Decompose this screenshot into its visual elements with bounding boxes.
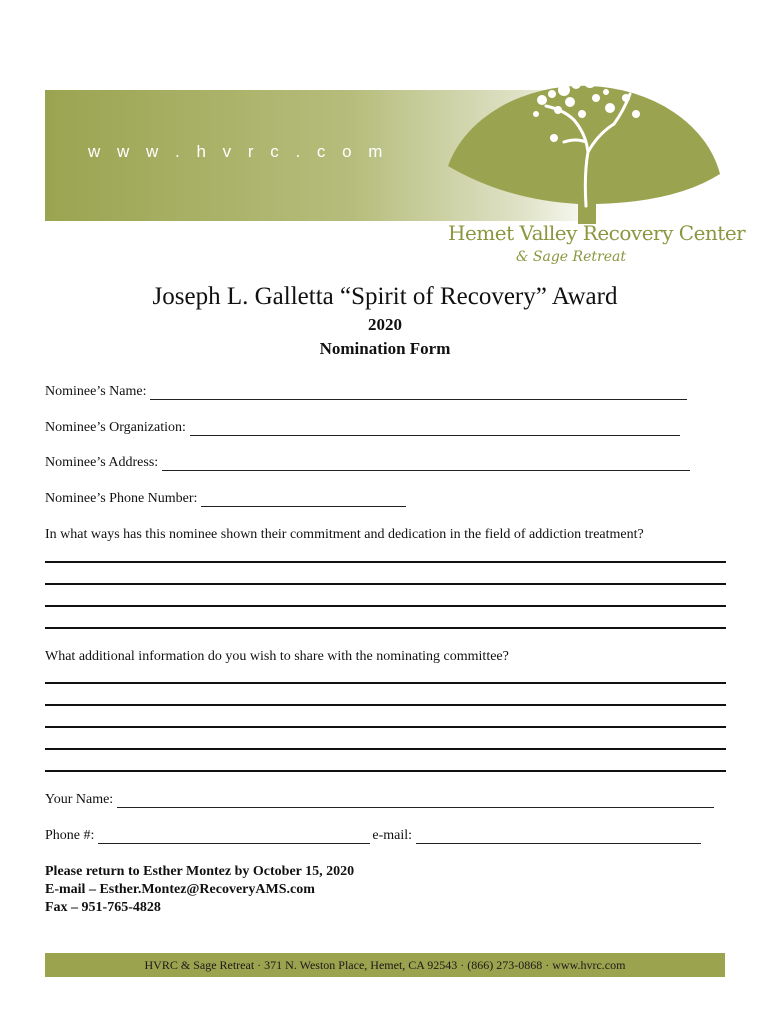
nominee-org-field[interactable] — [190, 423, 680, 436]
answer-line[interactable] — [45, 682, 726, 684]
answer-line[interactable] — [45, 704, 726, 706]
nominee-phone-label: Nominee’s Phone Number: — [45, 491, 198, 506]
org-subname: & Sage Retreat — [516, 249, 626, 265]
website-url: w w w . h v r c . c o m — [88, 142, 389, 161]
answer-line[interactable] — [45, 627, 726, 629]
return-fax: Fax – 951-765-4828 — [45, 900, 161, 915]
answer-line[interactable] — [45, 605, 726, 607]
footer-bar — [45, 953, 725, 977]
nominee-org-row — [45, 420, 680, 436]
email-field[interactable] — [416, 831, 701, 844]
nominee-phone-field[interactable] — [201, 494, 406, 507]
your-name-label: Your Name: — [45, 792, 114, 807]
return-instructions: Please return to Esther Montez by October 15, 2020 — [45, 864, 355, 879]
nominee-name-field[interactable] — [150, 387, 687, 400]
email-label: e-mail: — [372, 828, 413, 843]
nominee-address-row — [45, 455, 690, 471]
phone-field[interactable] — [98, 831, 370, 844]
award-title: Joseph L. Galletta “Spirit of Recovery” Award — [152, 283, 618, 310]
your-name-field[interactable] — [117, 795, 714, 808]
answer-line[interactable] — [45, 726, 726, 728]
answer-line[interactable] — [45, 770, 726, 772]
footer-contact: HVRC & Sage Retreat · 371 N. Weston Place, Hemet, CA 92543 · (866) 273-0868 · www.hvrc.com — [144, 957, 626, 972]
answer-line[interactable] — [45, 748, 726, 750]
org-name: Hemet Valley Recovery Center — [448, 221, 746, 245]
question-commitment: In what ways has this nominee shown their commitment and dedication in the field of addiction treatment? — [45, 527, 644, 542]
nominee-org-label: Nominee’s Organization: — [45, 420, 186, 435]
phone-label: Phone #: — [45, 828, 95, 843]
nominee-name-label: Nominee’s Name: — [45, 384, 147, 399]
nominee-address-field[interactable] — [162, 458, 690, 471]
nominee-address-label: Nominee’s Address: — [45, 455, 159, 470]
award-year: 2020 — [368, 315, 402, 334]
nominee-phone-row — [45, 491, 406, 507]
tree-logo-icon — [446, 54, 722, 224]
answer-line[interactable] — [45, 561, 726, 563]
form-title: Nomination Form — [319, 339, 451, 358]
contact-row — [45, 828, 701, 844]
nominee-name-row — [45, 384, 687, 400]
return-email: E-mail – Esther.Montez@RecoveryAMS.com — [45, 882, 315, 897]
question-additional-info: What additional information do you wish to share with the nominating committee? — [45, 649, 509, 664]
your-name-row — [45, 792, 714, 808]
answer-line[interactable] — [45, 583, 726, 585]
